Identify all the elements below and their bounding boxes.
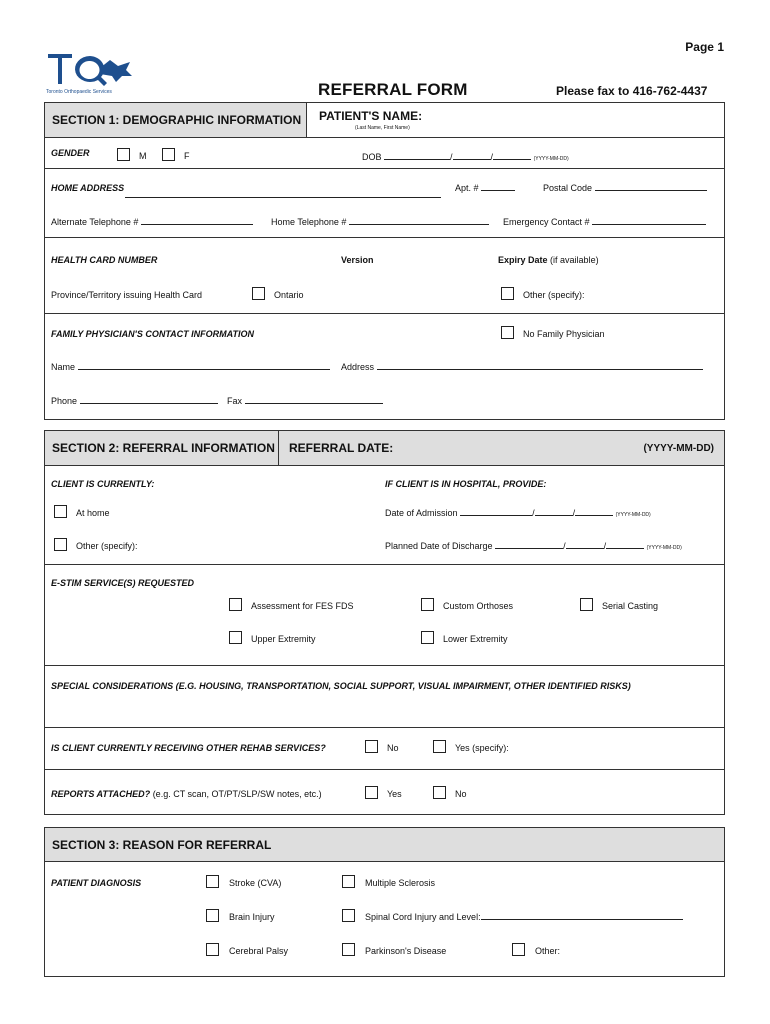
discharge-label: Planned Date of Discharge — [385, 541, 493, 551]
physician-address-label: Address — [341, 362, 375, 372]
admission-label: Date of Admission — [385, 508, 458, 518]
alt-phone-field[interactable] — [51, 217, 253, 227]
reports-label: REPORTS ATTACHED? — [51, 789, 151, 799]
spinal-field[interactable] — [365, 912, 683, 922]
physician-name-field[interactable] — [51, 362, 330, 372]
upper-checkbox[interactable] — [229, 631, 242, 644]
address-row — [45, 169, 724, 238]
lower-checkbox[interactable] — [421, 631, 434, 644]
rehab-yes-label: Yes (specify): — [455, 743, 509, 753]
dob-field[interactable]: DOB / / (YYYY-MM-DD) — [362, 152, 569, 162]
emergency-field[interactable] — [503, 217, 706, 227]
ms-checkbox[interactable] — [342, 875, 355, 888]
reports-note: (e.g. CT scan, OT/PT/SLP/SW notes, etc.) — [152, 789, 322, 799]
brain-label: Brain Injury — [229, 912, 275, 922]
gender-f-checkbox[interactable] — [162, 148, 175, 161]
admission-format: (YYYY-MM-DD) — [615, 512, 651, 518]
upper-label: Upper Extremity — [251, 634, 316, 644]
section-1 — [44, 102, 725, 420]
referral-date-label[interactable]: REFERRAL DATE: — [289, 441, 394, 455]
home-phone-field[interactable] — [271, 217, 489, 227]
section-2-header — [45, 431, 724, 466]
physician-fax-field[interactable] — [227, 396, 383, 406]
status-other-checkbox[interactable] — [54, 538, 67, 551]
home-address-field[interactable] — [125, 197, 441, 198]
at-home-label: At home — [76, 508, 110, 518]
section-1-title: SECTION 1: DEMOGRAPHIC INFORMATION — [45, 103, 307, 137]
physician-phone-field[interactable] — [51, 396, 218, 406]
special-row[interactable] — [45, 666, 724, 728]
diagnosis-other-label: Other: — [535, 946, 561, 956]
parkinson-checkbox[interactable] — [342, 943, 355, 956]
emergency-label: Emergency Contact # — [503, 217, 590, 227]
cp-checkbox[interactable] — [206, 943, 219, 956]
casting-label: Serial Casting — [602, 601, 659, 611]
patient-name-hint: (Last Name, First Name) — [355, 125, 410, 131]
expiry-label: Expiry Date — [498, 255, 548, 265]
admission-field[interactable]: Date of Admission / / (YYYY-MM-DD) — [385, 508, 651, 518]
physician-fax-label: Fax — [227, 396, 243, 406]
section-2-title: SECTION 2: REFERRAL INFORMATION — [45, 431, 279, 465]
ontario-label: Ontario — [274, 290, 304, 300]
estim-row — [45, 565, 724, 666]
hospital-label: IF CLIENT IS IN HOSPITAL, PROVIDE: — [385, 479, 547, 489]
reports-yes-label: Yes — [387, 789, 402, 799]
rehab-label: IS CLIENT CURRENTLY RECEIVING OTHER REHAB SERVICES? — [51, 743, 326, 753]
reports-no-label: No — [455, 789, 467, 799]
version-label: Version — [341, 255, 374, 265]
client-status-row — [45, 466, 724, 565]
no-physician-label: No Family Physician — [523, 329, 605, 339]
referral-date-format: (YYYY-MM-DD) — [643, 442, 714, 454]
discharge-format: (YYYY-MM-DD) — [646, 545, 682, 551]
status-other-label: Other (specify): — [76, 541, 138, 551]
section-3-header — [45, 828, 724, 862]
gender-dob-row — [45, 138, 724, 169]
section-1-header — [45, 103, 724, 138]
dob-label: DOB — [362, 152, 382, 162]
spinal-checkbox[interactable] — [342, 909, 355, 922]
physician-phone-label: Phone — [51, 396, 78, 406]
diagnosis-other-checkbox[interactable] — [512, 943, 525, 956]
cp-label: Cerebral Palsy — [229, 946, 289, 956]
postal-field[interactable] — [543, 183, 707, 193]
fax-note: Please fax to 416-762-4437 — [556, 84, 708, 98]
lower-label: Lower Extremity — [443, 634, 508, 644]
province-other-checkbox[interactable] — [501, 287, 514, 300]
ontario-checkbox[interactable] — [252, 287, 265, 300]
rehab-yes-checkbox[interactable] — [433, 740, 446, 753]
rehab-no-label: No — [387, 743, 399, 753]
health-card-row — [45, 238, 724, 314]
alt-phone-label: Alternate Telephone # — [51, 217, 139, 227]
home-address-label: HOME ADDRESS — [51, 183, 125, 193]
orthoses-checkbox[interactable] — [421, 598, 434, 611]
stroke-label: Stroke (CVA) — [229, 878, 282, 888]
dob-format: (YYYY-MM-DD) — [533, 156, 569, 162]
at-home-checkbox[interactable] — [54, 505, 67, 518]
gender-m-label: M — [139, 151, 147, 161]
patient-name-cell[interactable] — [307, 103, 724, 137]
brain-checkbox[interactable] — [206, 909, 219, 922]
casting-checkbox[interactable] — [580, 598, 593, 611]
fes-checkbox[interactable] — [229, 598, 242, 611]
apt-field[interactable] — [455, 183, 515, 193]
parkinson-label: Parkinson's Disease — [365, 946, 447, 956]
physician-name-label: Name — [51, 362, 76, 372]
province-other-label: Other (specify): — [523, 290, 585, 300]
diagnosis-label: PATIENT DIAGNOSIS — [51, 878, 142, 888]
logo-org-name: Toronto Orthopaedic Services — [46, 89, 112, 95]
fes-label: Assessment for FES FDS — [251, 601, 354, 611]
physician-label: FAMILY PHYSICIAN'S CONTACT INFORMATION — [51, 329, 254, 339]
special-label: SPECIAL CONSIDERATIONS (E.G. HOUSING, TRANSPORTATION, SOCIAL SUPPORT, VISUAL IMPAIRMENT, OTHER IDENTIFIED RISKS) — [51, 681, 631, 691]
orthoses-label: Custom Orthoses — [443, 601, 514, 611]
no-physician-checkbox[interactable] — [501, 326, 514, 339]
health-card-label: HEALTH CARD NUMBER — [51, 255, 158, 265]
stroke-checkbox[interactable] — [206, 875, 219, 888]
reports-no-checkbox[interactable] — [433, 786, 446, 799]
expiry-note: (if available) — [550, 255, 599, 265]
rehab-row — [45, 728, 724, 770]
page-number: Page 1 — [685, 40, 724, 54]
ms-label: Multiple Sclerosis — [365, 878, 436, 888]
section-3-title: SECTION 3: REASON FOR REFERRAL — [52, 837, 272, 852]
section-3 — [44, 827, 725, 977]
patient-name-label: PATIENT'S NAME: — [319, 109, 423, 123]
estim-label: E-STIM SERVICE(S) REQUESTED — [51, 578, 195, 588]
client-currently-label: CLIENT IS CURRENTLY: — [51, 479, 155, 489]
form-title: REFERRAL FORM — [318, 80, 468, 99]
gender-label: GENDER — [51, 148, 90, 158]
reports-field — [51, 789, 322, 799]
reports-row — [45, 770, 724, 816]
postal-label: Postal Code — [543, 183, 593, 193]
gender-m-checkbox[interactable] — [117, 148, 130, 161]
discharge-field[interactable]: Planned Date of Discharge / / (YYYY-MM-DD) — [385, 541, 682, 551]
gender-f-label: F — [184, 151, 190, 161]
spinal-label: Spinal Cord Injury and Level: — [365, 912, 481, 922]
home-phone-label: Home Telephone # — [271, 217, 347, 227]
physician-address-field[interactable] — [341, 362, 703, 372]
rehab-no-checkbox[interactable] — [365, 740, 378, 753]
physician-row — [45, 314, 724, 421]
section-2 — [44, 430, 725, 815]
expiry-field[interactable] — [498, 255, 599, 265]
reports-yes-checkbox[interactable] — [365, 786, 378, 799]
apt-label: Apt. # — [455, 183, 479, 193]
province-label: Province/Territory issuing Health Card — [51, 290, 203, 300]
